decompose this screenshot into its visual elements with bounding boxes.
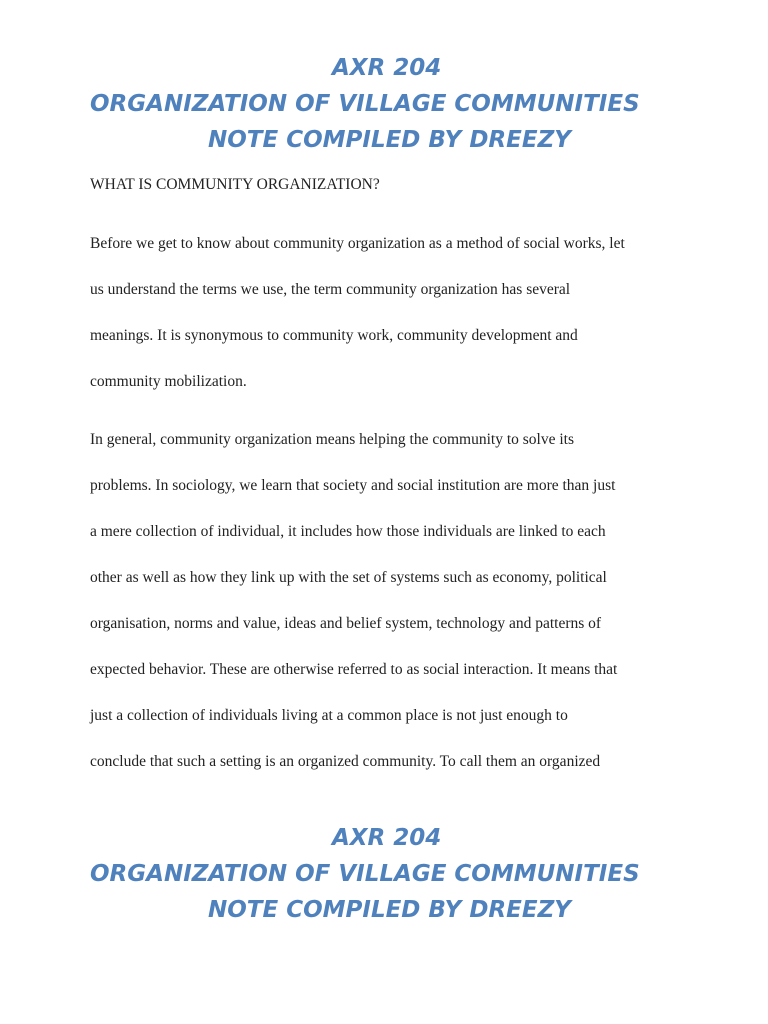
compiled-by-line: NOTE COMPILED BY DREEZY <box>208 897 571 923</box>
course-title: ORGANIZATION OF VILLAGE COMMUNITIES <box>90 861 640 887</box>
paragraph-line: just a collection of individuals living at a common place is not just enough to <box>90 707 568 724</box>
paragraph-line: other as well as how they link up with the set of systems such as economy, political <box>90 569 607 586</box>
paragraph-line: In general, community organization means helping the community to solve its <box>90 431 574 448</box>
paragraph-line: community mobilization. <box>90 373 247 390</box>
paragraph-line: meanings. It is synonymous to community work, community development and <box>90 327 578 344</box>
paragraph-line: us understand the terms we use, the term community organization has several <box>90 281 571 298</box>
paragraph-line: problems. In sociology, we learn that society and social institution are more than just <box>90 477 616 494</box>
section-question-heading: WHAT IS COMMUNITY ORGANIZATION? <box>90 176 380 193</box>
paragraph-line: expected behavior. These are otherwise referred to as social interaction. It means that <box>90 661 618 678</box>
paragraph-line: organisation, norms and value, ideas and belief system, technology and patterns of <box>90 615 602 632</box>
paragraph-line: Before we get to know about community organization as a method of social works, let <box>90 235 625 252</box>
course-code: AXR 204 <box>332 825 442 851</box>
paragraph-line: conclude that such a setting is an organized community. To call them an organized <box>90 753 601 770</box>
paragraph-line: a mere collection of individual, it includes how those individuals are linked to each <box>90 523 606 540</box>
course-title: ORGANIZATION OF VILLAGE COMMUNITIES <box>90 91 640 117</box>
compiled-by-line: NOTE COMPILED BY DREEZY <box>208 127 571 153</box>
course-code: AXR 204 <box>332 55 442 81</box>
